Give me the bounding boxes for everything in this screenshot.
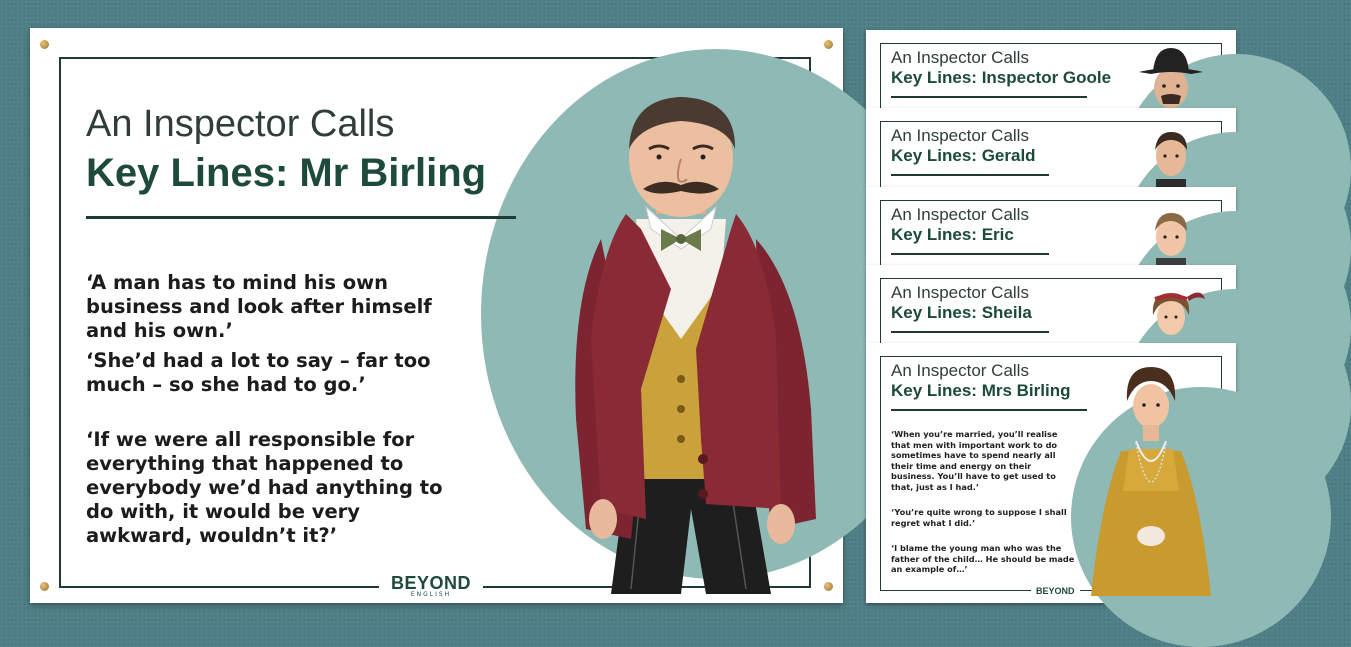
pin-icon — [40, 582, 49, 591]
card-title: An Inspector Calls — [891, 126, 1029, 145]
card-eric — [866, 187, 1236, 265]
card-frame — [880, 278, 1222, 343]
card-title: An Inspector Calls — [891, 361, 1029, 380]
title-divider — [891, 174, 1049, 176]
poster-frame — [59, 57, 811, 598]
card-mrs-birling — [866, 343, 1236, 603]
card-quote-3: ‘I blame the young man who was the father of the child… He should be made an example of…’ — [891, 543, 1075, 574]
card-subtitle: Key Lines: Gerald — [891, 146, 1036, 165]
mrs-birling-illustration — [1081, 361, 1221, 596]
card-subtitle: Key Lines: Inspector Goole — [891, 68, 1112, 87]
beyond-logo: BEYOND — [1031, 586, 1080, 596]
card-frame — [880, 121, 1222, 187]
card-frame — [880, 43, 1222, 108]
title-divider — [891, 96, 1087, 98]
brand-subtitle: ENGLISH — [410, 591, 452, 598]
mr-birling-illustration — [531, 89, 831, 594]
title-divider — [891, 409, 1087, 411]
card-subtitle: Key Lines: Eric — [891, 225, 1014, 244]
inspector-goole-portrait — [1131, 46, 1211, 116]
card-title: An Inspector Calls — [891, 48, 1029, 67]
brand-name: BEYOND — [391, 573, 472, 593]
sheila-portrait — [1131, 281, 1211, 351]
card-subtitle: Key Lines: Mrs Birling — [891, 381, 1071, 400]
title-divider — [86, 216, 516, 219]
card-quote-2: ‘You’re quite wrong to suppose I shall regret what I did.’ — [891, 507, 1067, 528]
card-title: An Inspector Calls — [891, 205, 1029, 224]
card-title: An Inspector Calls — [891, 283, 1029, 302]
card-quote-1: ‘When you’re married, you’ll realise that men with important work to do sometimes have to spend nearly all their time and energy on their business. You’ll have to get used to that, just as I had.’ — [891, 429, 1058, 492]
card-sheila — [866, 265, 1236, 343]
beyond-logo — [379, 573, 483, 598]
gerald-portrait — [1131, 124, 1211, 194]
title-divider — [891, 331, 1049, 333]
card-inspector-goole — [866, 30, 1236, 108]
poster-subtitle: Key Lines: Mr Birling — [86, 151, 487, 195]
title-divider — [891, 253, 1049, 255]
card-subtitle: Key Lines: Sheila — [891, 303, 1032, 322]
eric-portrait — [1131, 203, 1211, 273]
quote-3: ‘If we were all responsible for everything that happened to everybody we’d had anything to do with, it would be very awkward, wouldn’t it?’ — [86, 428, 443, 547]
card-frame — [880, 200, 1222, 265]
quote-2: ‘She’d had a lot to say – far too much – so she had to go.’ — [86, 349, 431, 396]
card-gerald — [866, 108, 1236, 187]
quote-1: ‘A man has to mind his own business and look after himself and his own.’ — [86, 271, 432, 342]
main-poster — [30, 28, 843, 603]
card-frame — [880, 356, 1222, 596]
pin-icon — [824, 40, 833, 49]
pin-icon — [40, 40, 49, 49]
poster-title: An Inspector Calls — [86, 103, 395, 145]
